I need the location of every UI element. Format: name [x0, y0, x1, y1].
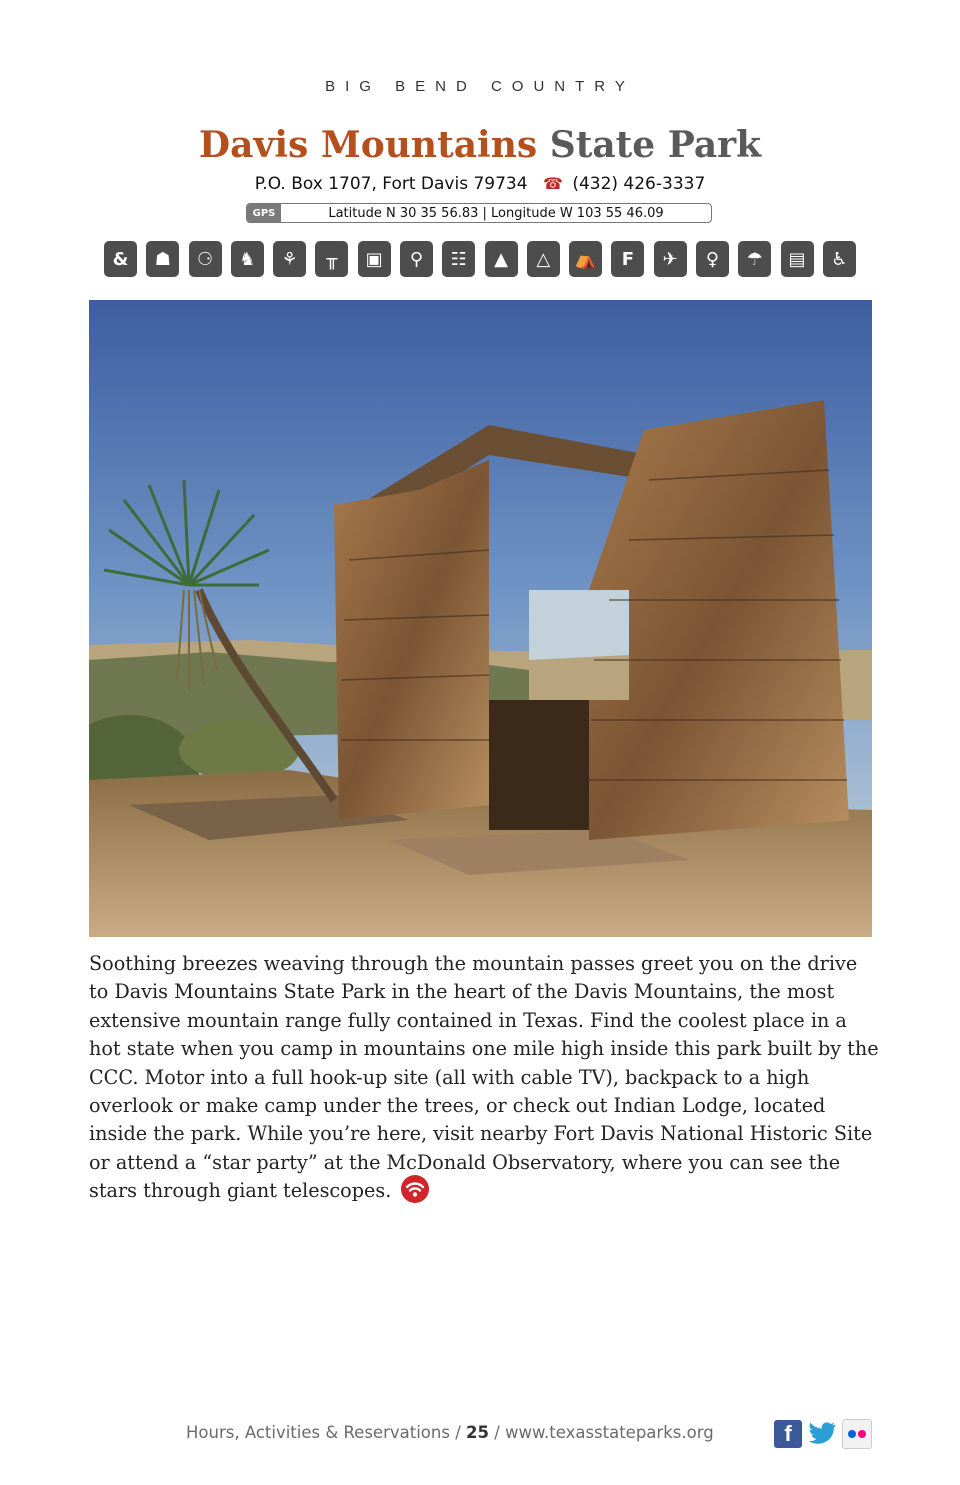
region-label: BIG BEND COUNTRY — [325, 78, 635, 95]
accessible-icon: ♿ — [823, 241, 856, 277]
water-site-icon: ⛺ — [569, 241, 602, 277]
mountain-bike-icon: ⚆ — [189, 241, 222, 277]
footer-hours-label: Hours, Activities & Reservations / — [186, 1423, 461, 1442]
restroom-icon: ♀ — [696, 241, 729, 277]
cycling-icon: & — [104, 241, 137, 277]
gps-tag: GPS — [247, 204, 281, 222]
footer — [186, 1423, 714, 1447]
shower-icon: ☂ — [738, 241, 771, 277]
footer-website[interactable]: / www.texasstateparks.org — [494, 1423, 714, 1442]
mailing-address: P.O. Box 1707, Fort Davis 79734 — [254, 174, 528, 194]
wifi-icon — [401, 1175, 429, 1203]
description-text: Soothing breezes weaving through the mountain passes greet you on the drive to Davis Mountains State Park in the heart of the Davis Mountains, the most extensive mountain range fully contained in Texas. Find the coolest place in a hot state when you camp in mountains one mile high inside this park built by the CCC. Motor into a full hook-up site (all with cable TV), backpack to a high overlook or make camp under the trees, or check out Indian Lodge, located inside the park. While you’re here, visit nearby Fort Davis National Historic Site or attend a “star party” at the McDonald Observatory, where you can see the stars through giant telescopes. — [89, 952, 879, 1203]
rv-site-icon: ▲ — [485, 241, 518, 277]
gift-shop-icon: ▣ — [358, 241, 391, 277]
horseback-icon: ♞ — [231, 241, 264, 277]
fishing-icon: F — [611, 241, 644, 277]
stone-shelter-photo — [89, 300, 872, 937]
park-description — [89, 950, 879, 1206]
social-icons — [774, 1419, 872, 1449]
gps-coordinates-box — [246, 203, 712, 223]
flickr-icon[interactable] — [842, 1419, 872, 1449]
page-title — [0, 124, 960, 166]
group-picnic-icon: ☷ — [442, 241, 475, 277]
gps-coordinates: Latitude N 30 35 56.83 | Longitude W 103 55 46.09 — [328, 205, 664, 221]
contact-line — [0, 174, 960, 194]
birding-icon: ✈ — [654, 241, 687, 277]
nature-trail-icon: ⚘ — [273, 241, 306, 277]
rv-dump-icon: ▤ — [781, 241, 814, 277]
title-park-name: Davis Mountains — [198, 124, 538, 166]
phone-icon: ☎ — [542, 174, 563, 193]
tent-camping-icon: △ — [527, 241, 560, 277]
facebook-icon[interactable]: f — [774, 1420, 802, 1448]
picnic-table-icon: ╥ — [315, 241, 348, 277]
title-state-park: State Park — [549, 124, 762, 166]
page-number: 25 — [466, 1423, 489, 1442]
phone-number[interactable]: (432) 426-3337 — [572, 174, 706, 194]
twitter-icon[interactable] — [808, 1420, 836, 1448]
hiking-icon: ☗ — [146, 241, 179, 277]
activity-icon-row — [104, 241, 856, 277]
playground-icon: ⚲ — [400, 241, 433, 277]
